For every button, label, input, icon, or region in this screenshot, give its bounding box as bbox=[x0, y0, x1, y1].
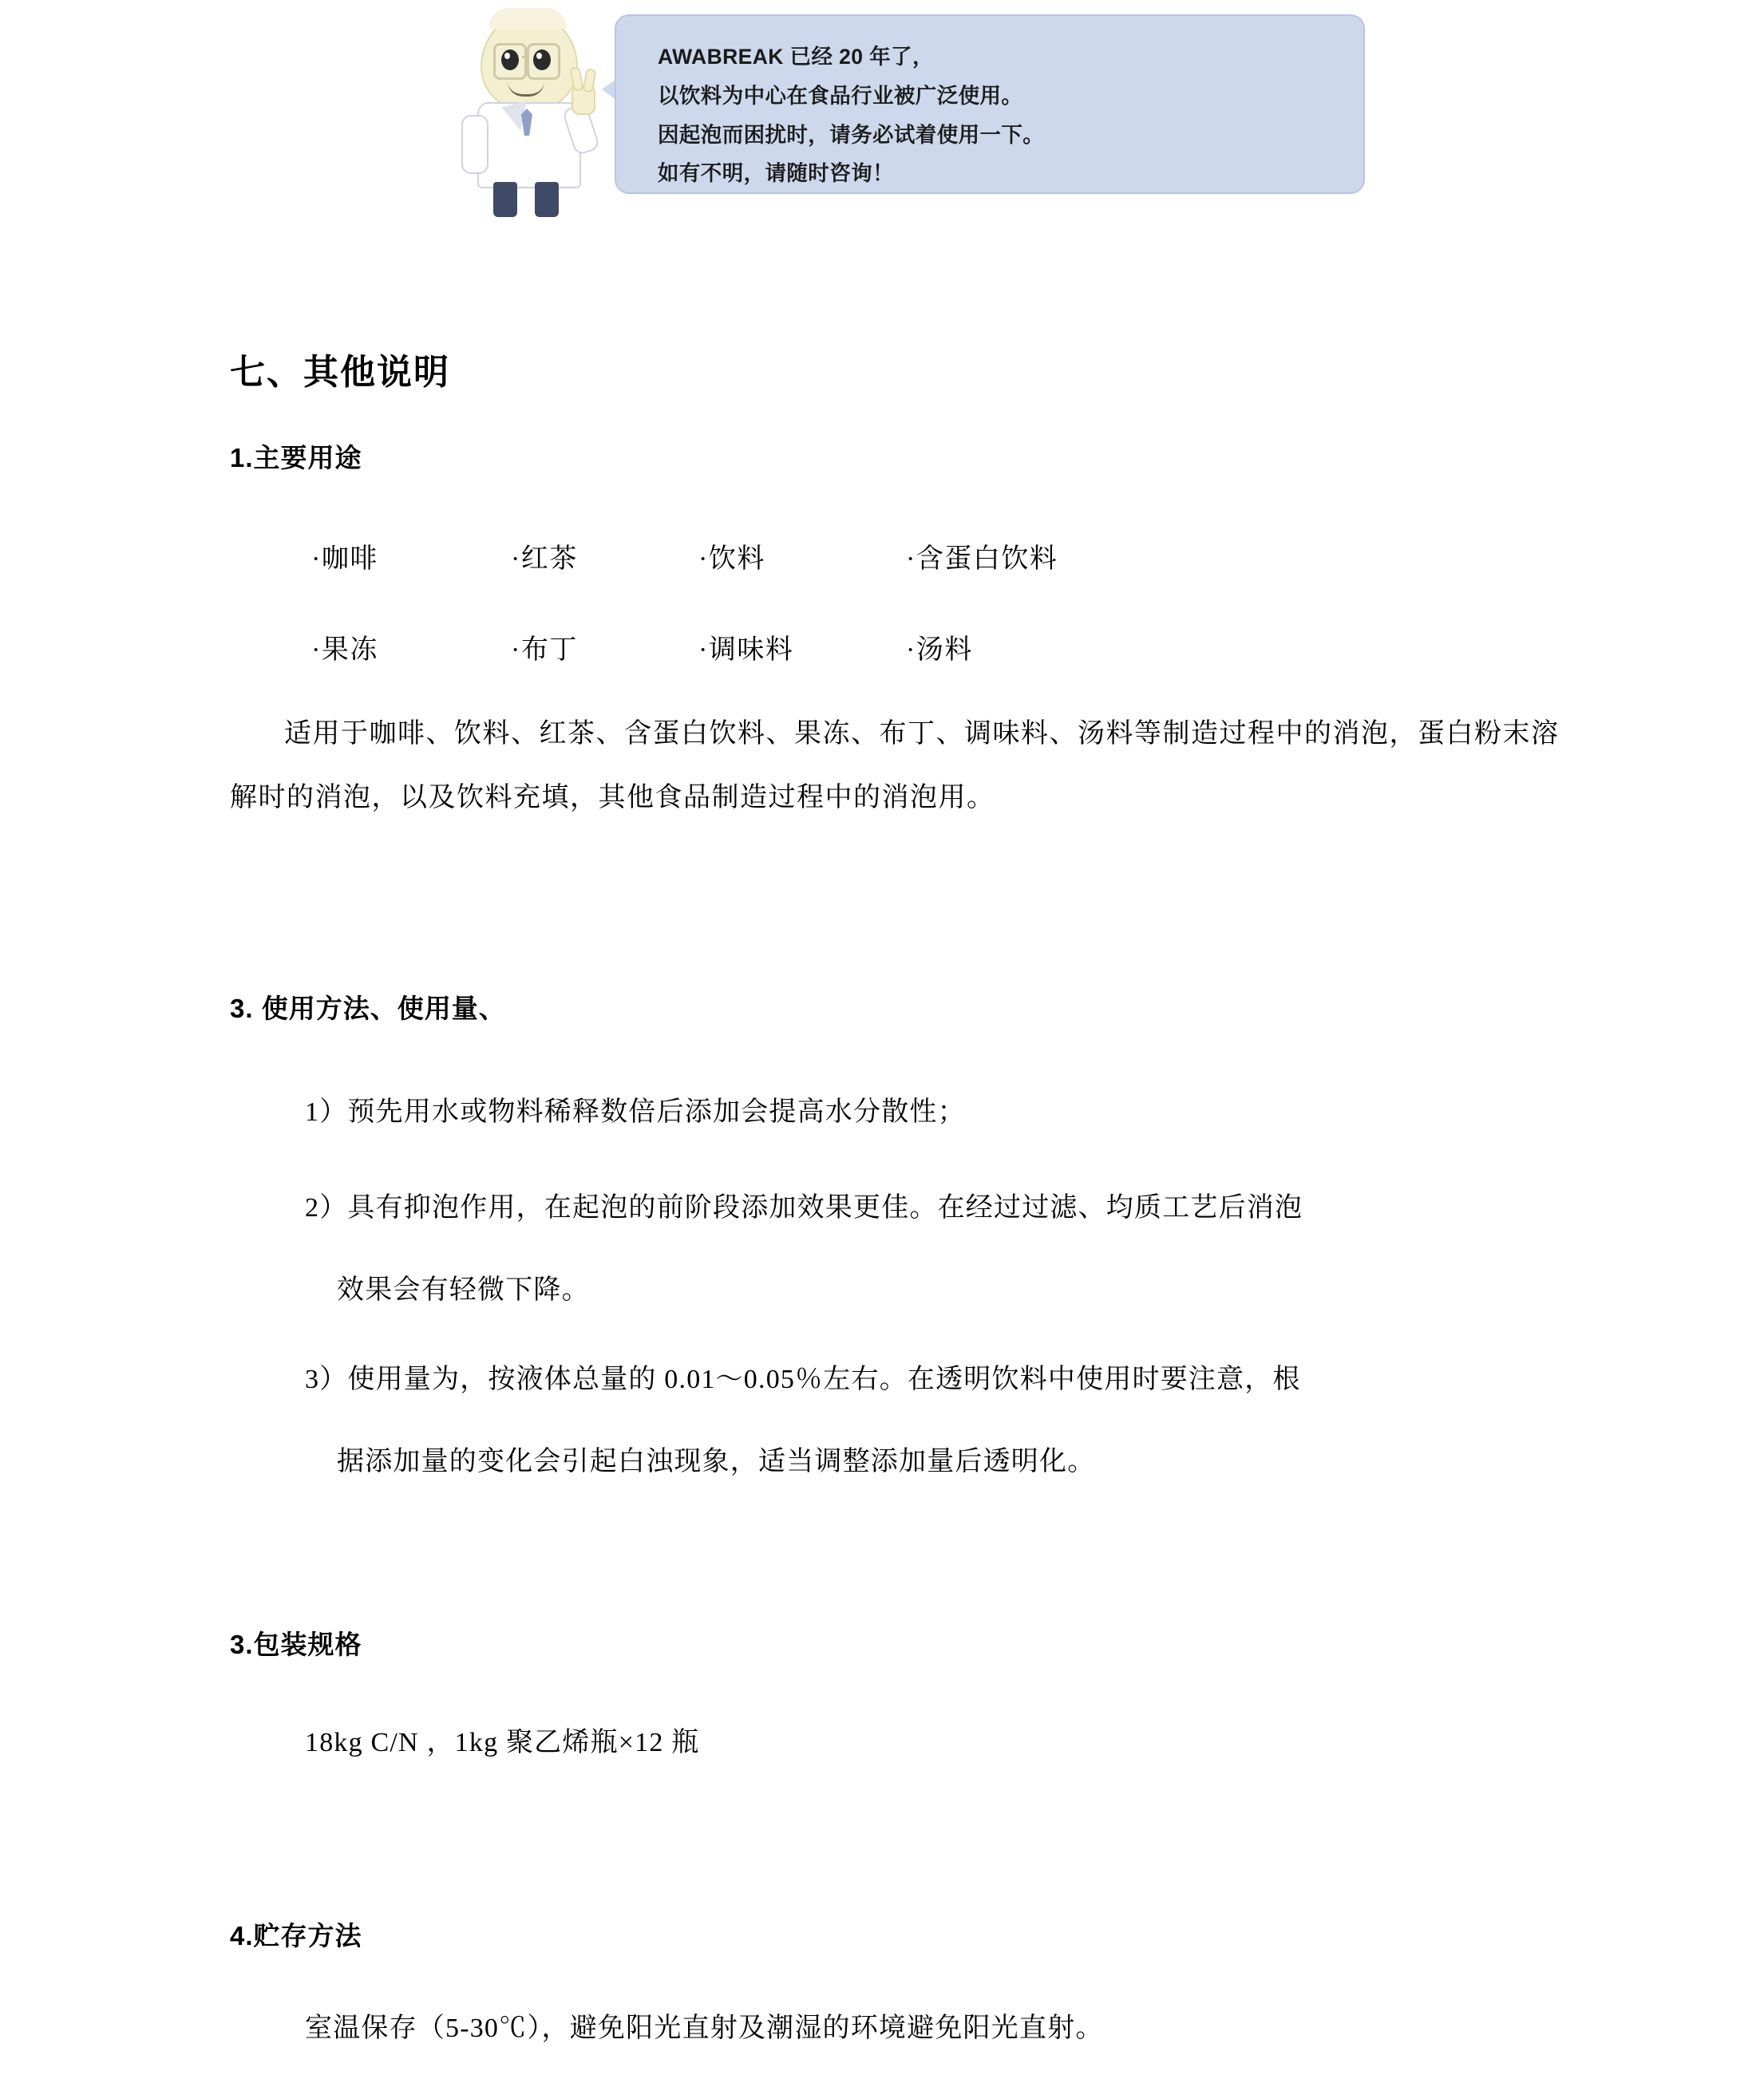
section-heading: 七、其他说明 bbox=[230, 353, 450, 392]
use-item: ·饮料 bbox=[698, 544, 765, 574]
uses-row-2 bbox=[311, 627, 973, 666]
method-item-3-cont: 据添加量的变化会引起白浊现象，适当调整添加量后透明化。 bbox=[337, 1447, 1096, 1476]
uses-row-1 bbox=[311, 536, 1058, 575]
mascot-arm-left bbox=[461, 115, 488, 174]
uses-paragraph: 适用于咖啡、饮料、红茶、含蛋白饮料、果冻、布丁、调味料、汤料等制造过程中的消泡，蛋白粉末溶解时的消泡，以及饮料充填，其他食品制造过程中的消泡用。 bbox=[230, 719, 1560, 812]
mascot-eye-glint-right bbox=[536, 53, 542, 59]
method-item-1: 1）预先用水或物料稀释数倍后添加会提高水分散性； bbox=[305, 1097, 966, 1127]
use-item: ·果冻 bbox=[311, 635, 378, 665]
mascot-leg-left bbox=[493, 182, 517, 217]
mascot-leg-right bbox=[535, 182, 559, 217]
subsection-heading-usage-method: 3. 使用方法、使用量、 bbox=[230, 994, 506, 1023]
use-item: ·咖啡 bbox=[311, 544, 378, 574]
mascot-callout bbox=[431, 8, 1373, 219]
method-item-2-cont: 效果会有轻微下降。 bbox=[337, 1275, 590, 1305]
method-item-2: 2）具有抑泡作用，在起泡的前阶段添加效果更佳。在经过过滤、均质工艺后消泡 bbox=[305, 1193, 1303, 1223]
use-item: ·汤料 bbox=[906, 635, 973, 665]
use-item: ·布丁 bbox=[511, 635, 578, 665]
use-item: ·红茶 bbox=[511, 544, 578, 574]
mascot-eye-glint-left bbox=[504, 53, 510, 59]
mascot-glasses-bridge bbox=[522, 56, 529, 58]
mascot-eye-right bbox=[533, 49, 551, 70]
packaging-text: 18kg C/N ，1kg 聚乙烯瓶×12 瓶 bbox=[305, 1728, 700, 1757]
mascot-hair bbox=[488, 8, 567, 29]
method-item-3: 3）使用量为，按液体总量的 0.01～0.05％左右。在透明饮料中使用时要注意，根 bbox=[305, 1365, 1301, 1394]
subsection-heading-main-uses: 1.主要用途 bbox=[230, 443, 362, 472]
balloon-line-4: 如有不明，请随时咨询！ bbox=[658, 161, 894, 186]
use-item: ·含蛋白饮料 bbox=[906, 544, 1058, 574]
storage-text: 室温保存（5-30℃），避免阳光直射及潮湿的环境避免阳光直射。 bbox=[305, 2014, 1104, 2043]
scientist-mascot-icon bbox=[447, 8, 607, 219]
balloon-line-2: 以饮料为中心在食品行业被广泛使用。 bbox=[658, 83, 1023, 108]
speech-balloon bbox=[615, 14, 1365, 194]
use-item: ·调味料 bbox=[698, 635, 794, 665]
mascot-eye-left bbox=[501, 49, 519, 70]
subsection-heading-storage: 4.贮存方法 bbox=[230, 1921, 362, 1951]
subsection-heading-packaging: 3.包装规格 bbox=[230, 1630, 362, 1659]
balloon-line-1: AWABREAK 已经 20 年了， bbox=[658, 45, 934, 69]
balloon-line-3: 因起泡而困扰时，请务必试着使用一下。 bbox=[658, 122, 1045, 147]
